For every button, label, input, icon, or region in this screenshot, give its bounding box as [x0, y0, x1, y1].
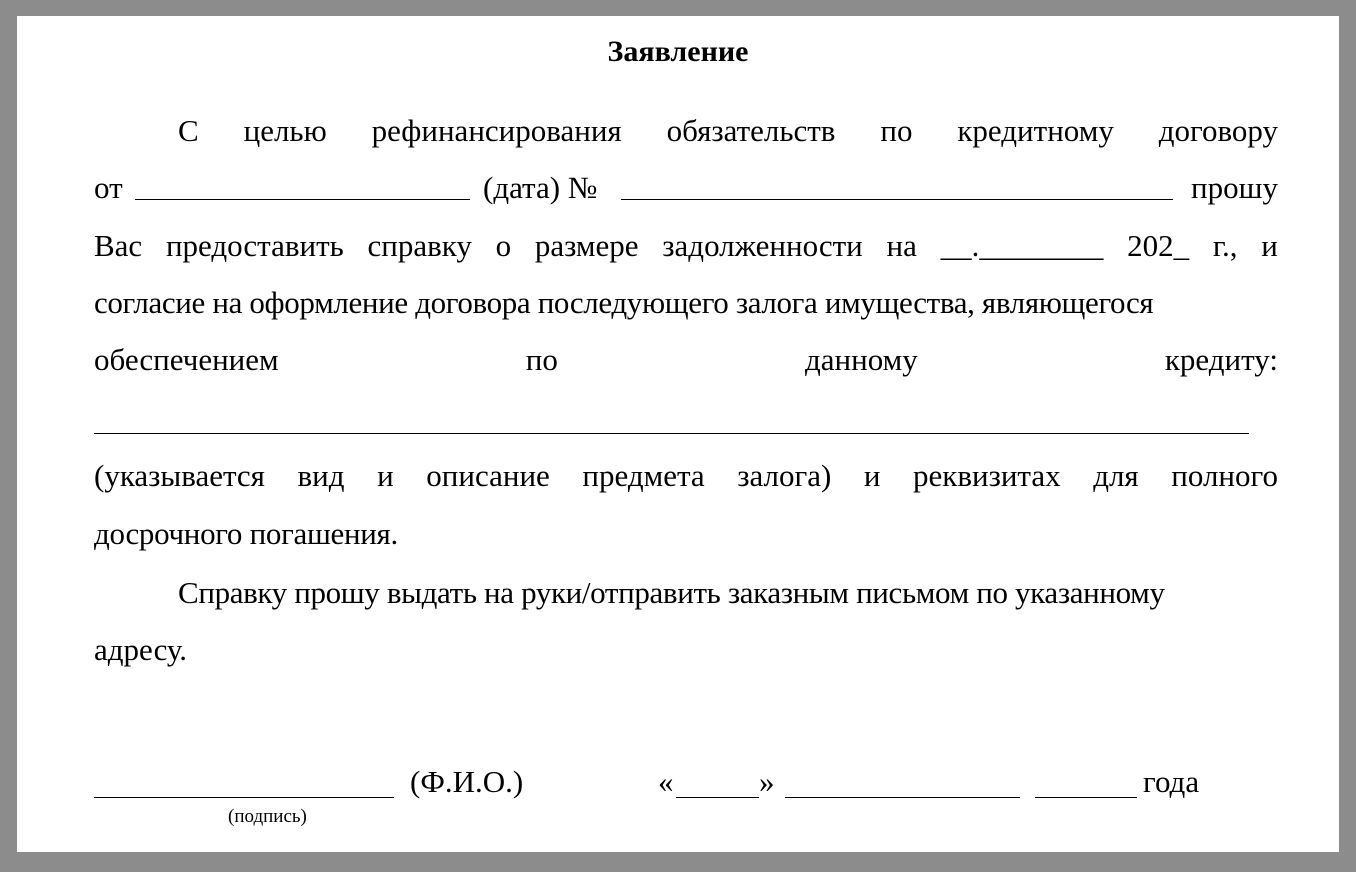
- p1-line-1: [178, 113, 1278, 149]
- word: данному: [804, 342, 918, 377]
- pledge-description-blank-field[interactable]: [94, 433, 1249, 434]
- word: С: [178, 113, 199, 148]
- word: кредиту:: [1164, 342, 1278, 377]
- word: предоставить: [165, 228, 344, 263]
- word: по: [525, 342, 558, 377]
- word: размере: [534, 228, 639, 263]
- date-number-label: (дата) №: [483, 170, 598, 205]
- p1-line-5: [94, 342, 1278, 378]
- word: о: [495, 228, 512, 263]
- word: описание: [426, 458, 550, 493]
- word: и: [1261, 228, 1278, 263]
- document-title: Заявление: [607, 35, 749, 68]
- date-blank-field[interactable]: [135, 170, 470, 200]
- word: справку: [367, 228, 472, 263]
- word: полного: [1171, 458, 1278, 493]
- word: (указывается: [94, 458, 265, 493]
- p1-line-2: [94, 170, 1278, 206]
- p1-line-4: согласие на оформление договора последующего залога имущества, являющегося: [94, 285, 1154, 320]
- word: для: [1093, 458, 1139, 493]
- request-word: прошу: [1191, 170, 1278, 205]
- word: обеспечением: [94, 342, 279, 377]
- word: предмета: [582, 458, 705, 493]
- p1-line-3: [94, 228, 1278, 264]
- day-blank-field[interactable]: [676, 768, 759, 798]
- word: задолженности: [662, 228, 863, 263]
- word: и: [863, 458, 881, 493]
- p2-line-1: Справку прошу выдать на руки/отправить заказным письмом по указанному: [178, 575, 1165, 610]
- p1-line-7: [94, 458, 1278, 494]
- year-blank[interactable]: 202_: [1127, 228, 1190, 263]
- word: и: [377, 458, 394, 493]
- p2-line-2: адресу.: [94, 632, 188, 667]
- contract-number-blank-field[interactable]: [621, 170, 1173, 200]
- fio-label: (Ф.И.О.): [410, 764, 524, 799]
- word: реквизитах: [913, 458, 1061, 493]
- year-word: года: [1143, 764, 1200, 799]
- word: г.,: [1212, 228, 1238, 263]
- signature-caption: (подпись): [228, 806, 307, 827]
- word: по: [880, 113, 913, 148]
- word: кредитному: [957, 113, 1114, 148]
- month-blank-field[interactable]: [785, 768, 1020, 798]
- quote-close: »: [759, 764, 775, 799]
- word: вид: [297, 458, 345, 493]
- word: на: [886, 228, 917, 263]
- p1-line-8: досрочного погашения.: [94, 516, 398, 551]
- from-label: от: [94, 170, 123, 205]
- debt-date-blank[interactable]: __.________: [940, 228, 1104, 263]
- word: договору: [1158, 113, 1278, 148]
- quote-open: «: [658, 764, 674, 799]
- word: залога): [737, 458, 832, 493]
- word: рефинансирования: [371, 113, 622, 148]
- word: Вас: [94, 228, 143, 263]
- signature-blank-field[interactable]: [94, 768, 394, 798]
- word: обязательств: [666, 113, 836, 148]
- year-blank-field[interactable]: [1035, 768, 1137, 798]
- word: целью: [243, 113, 327, 148]
